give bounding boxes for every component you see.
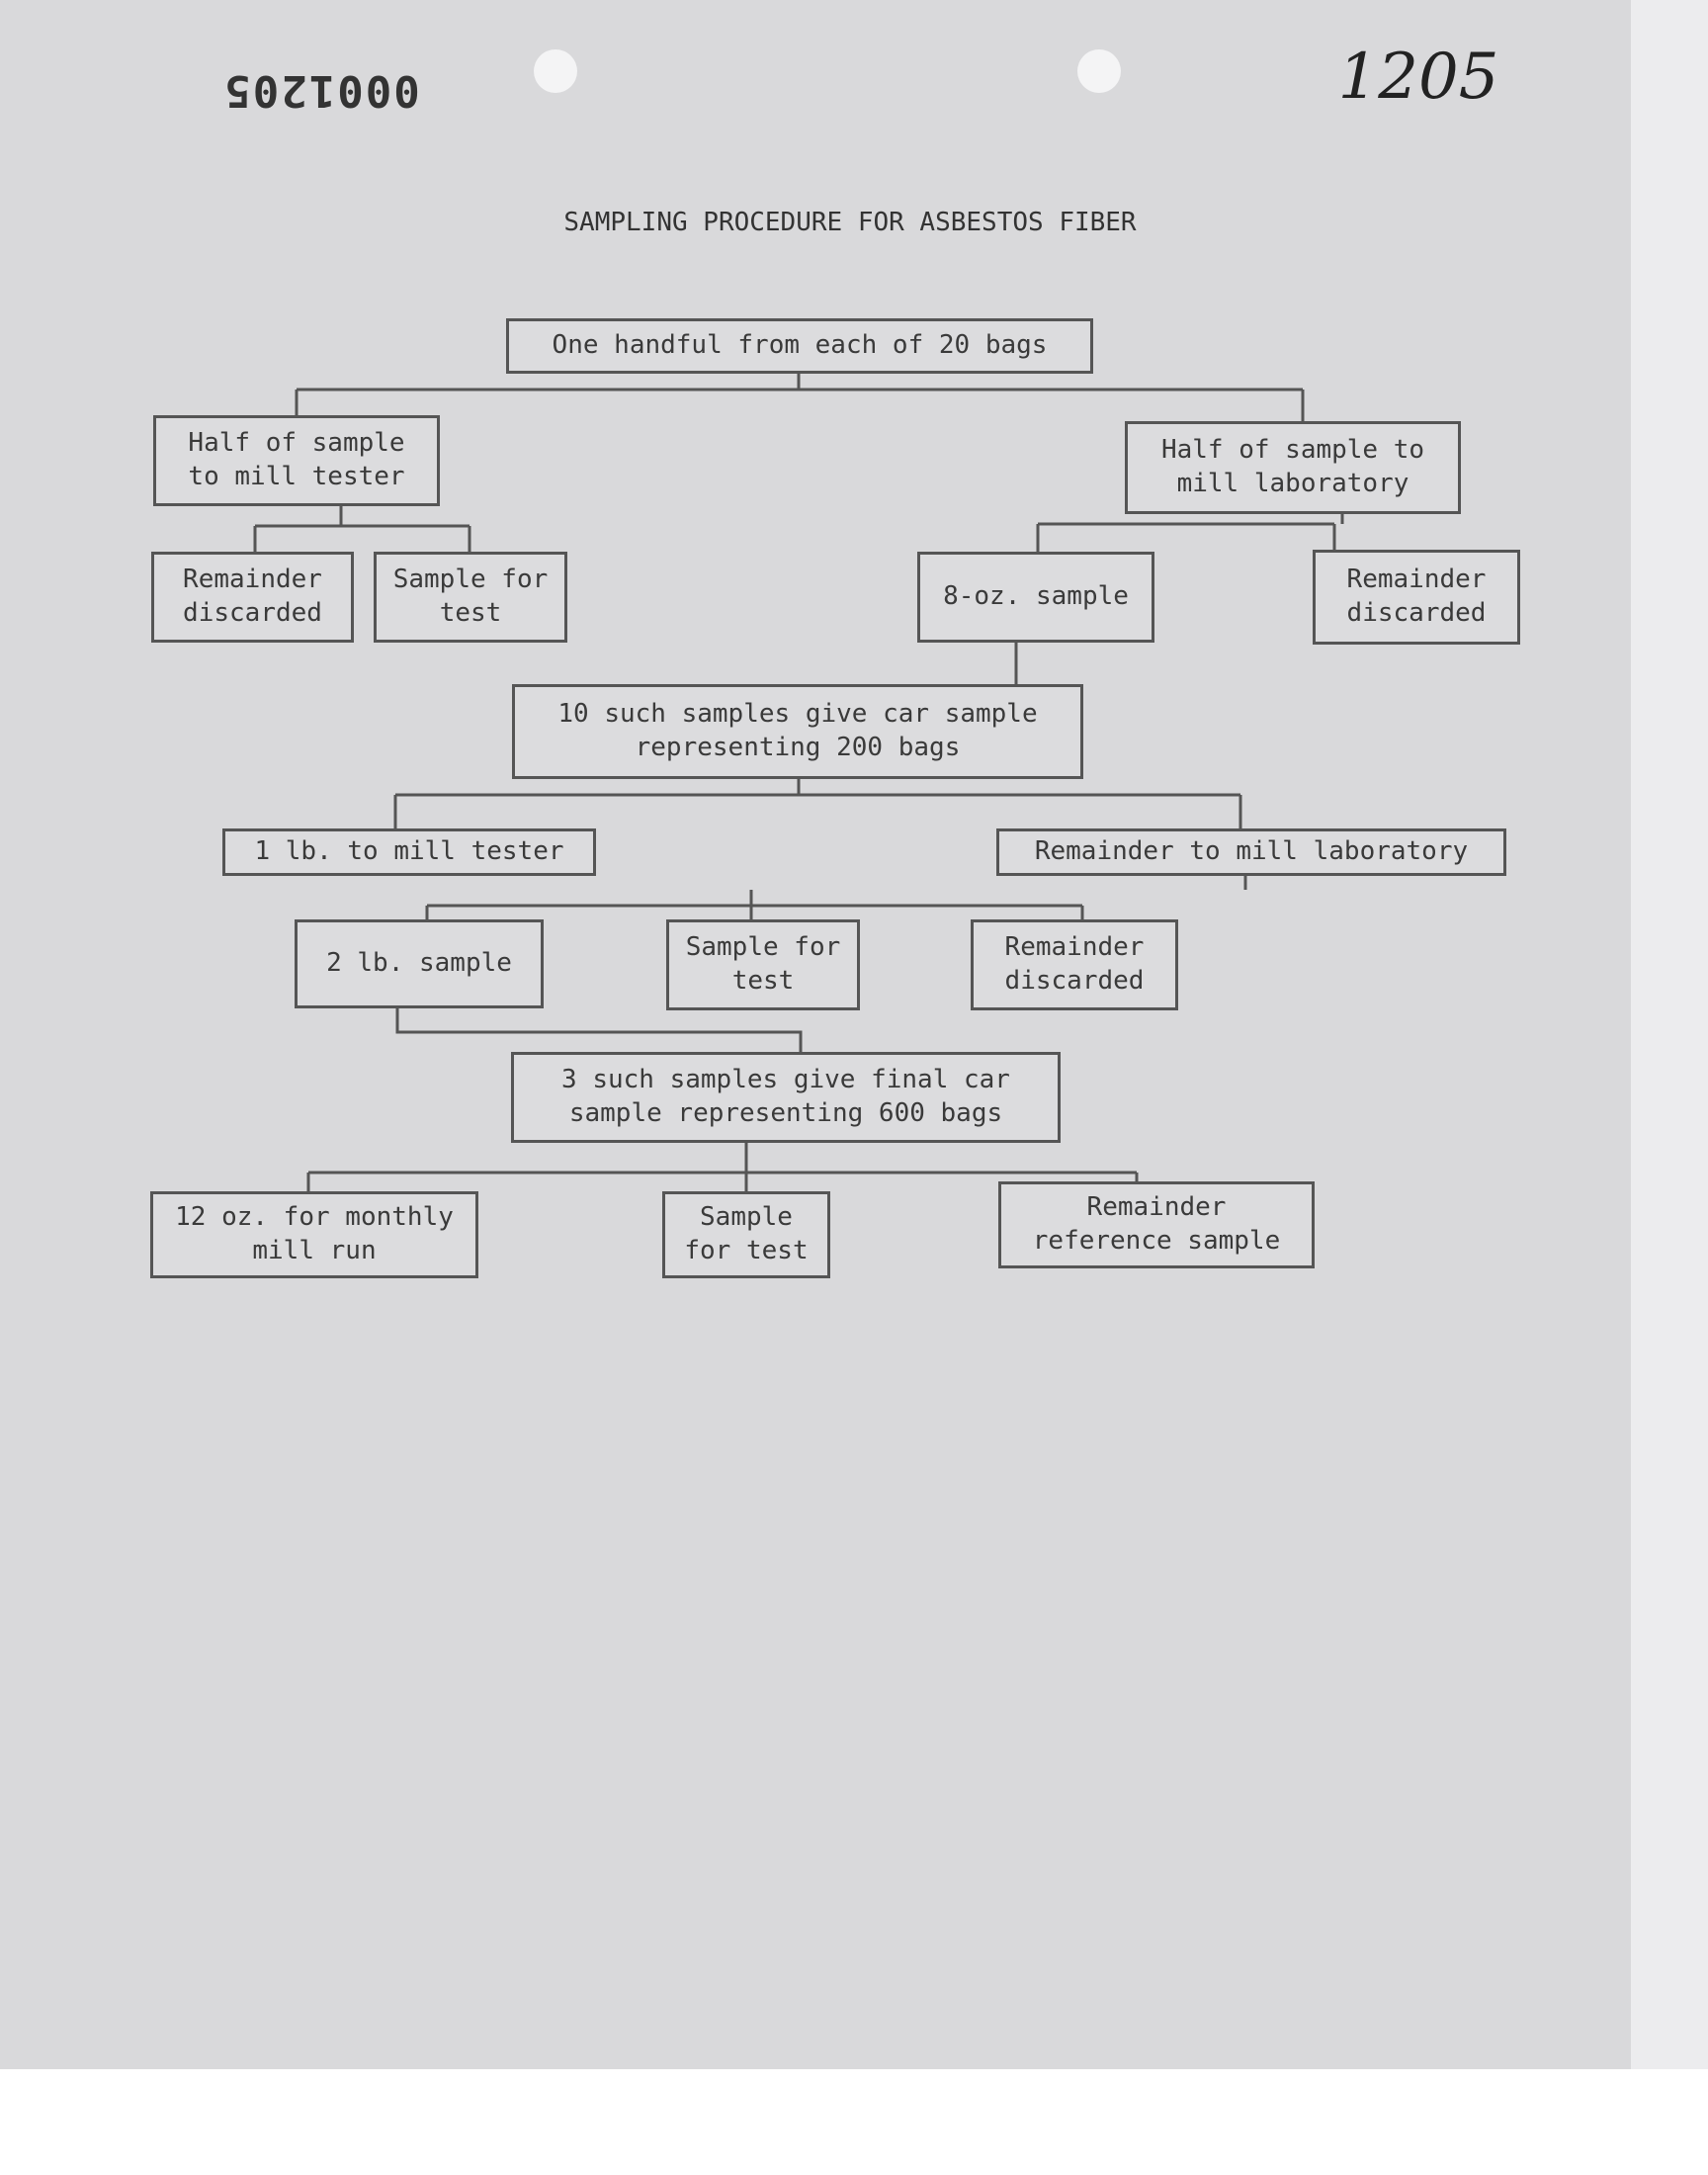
eight-oz-sample-box: 8-oz. sample bbox=[917, 552, 1154, 643]
root-box: One handful from each of 20 bags bbox=[506, 318, 1093, 374]
one-lb-to-mill-tester-box: 1 lb. to mill tester bbox=[222, 828, 596, 876]
document-id: 0001205 bbox=[222, 65, 420, 117]
second-sample-for-test-box: Sample for test bbox=[666, 919, 860, 1010]
mill-laboratory-half-box: Half of sample to mill laboratory bbox=[1125, 421, 1461, 514]
final-sample-for-test-box: Sample for test bbox=[662, 1191, 830, 1278]
page-edge bbox=[1631, 0, 1708, 2069]
tester-sample-for-test-box: Sample for test bbox=[374, 552, 567, 643]
page-number: 1205 bbox=[1337, 41, 1499, 114]
remainder-to-mill-laboratory-box: Remainder to mill laboratory bbox=[996, 828, 1506, 876]
monthly-mill-run-box: 12 oz. for monthly mill run bbox=[150, 1191, 478, 1278]
reference-sample-box: Remainder reference sample bbox=[998, 1181, 1315, 1268]
mill-tester-half-box: Half of sample to mill tester bbox=[153, 415, 440, 506]
tester-remainder-discarded-box: Remainder discarded bbox=[151, 552, 354, 643]
second-remainder-discarded-box: Remainder discarded bbox=[971, 919, 1178, 1010]
diagram-title: SAMPLING PROCEDURE FOR ASBESTOS FIBER bbox=[563, 208, 1137, 237]
final-car-sample-box: 3 such samples give final car sample representing 600 bags bbox=[511, 1052, 1061, 1143]
lab-remainder-discarded-box: Remainder discarded bbox=[1313, 550, 1520, 645]
two-lb-sample-box: 2 lb. sample bbox=[295, 919, 544, 1008]
car-sample-box: 10 such samples give car sample representing 200 bags bbox=[512, 684, 1083, 779]
